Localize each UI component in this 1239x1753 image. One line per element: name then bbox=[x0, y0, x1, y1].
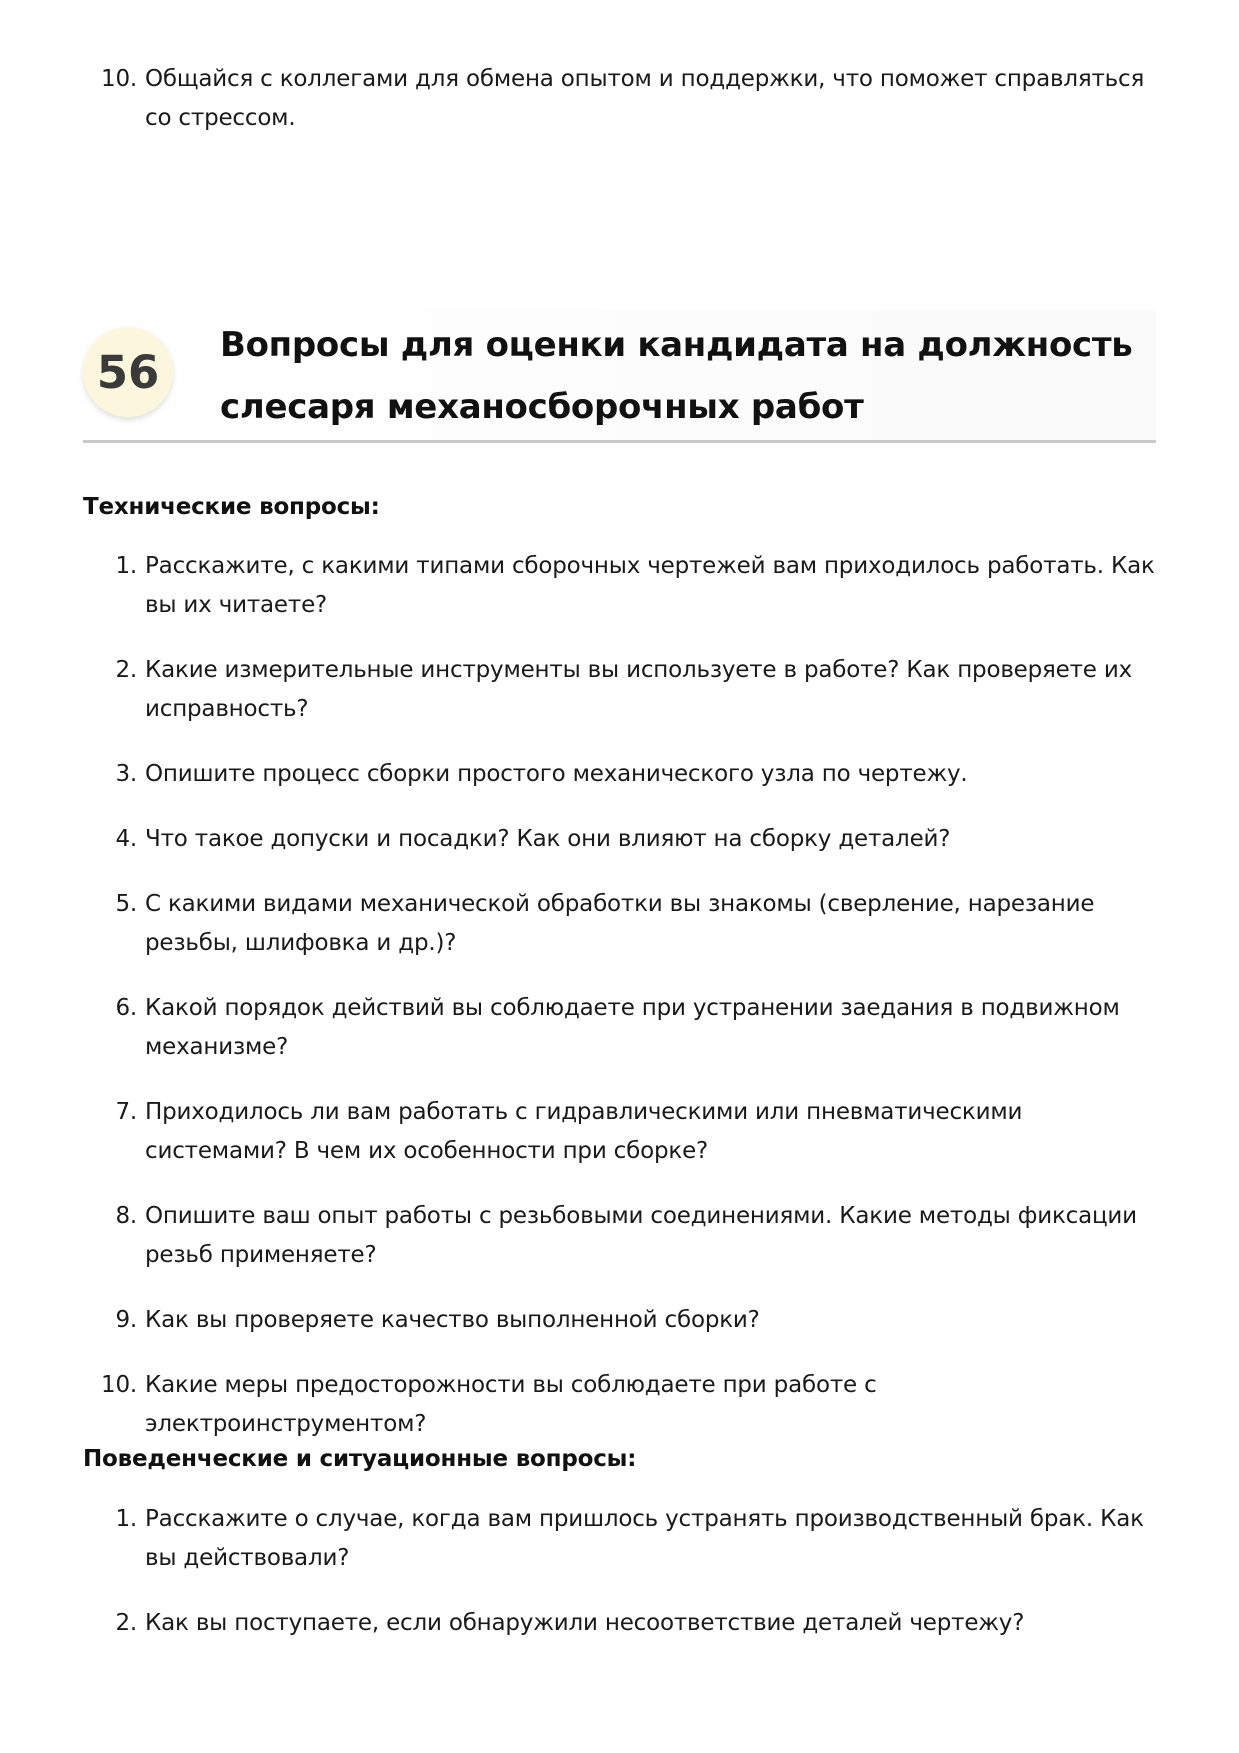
list-item bbox=[83, 60, 1156, 138]
list-item-number: 1. bbox=[115, 1506, 137, 1532]
list-item bbox=[83, 1093, 1156, 1171]
list-item-text: Что такое допуски и посадки? Как они влияют на сборку деталей? bbox=[145, 826, 951, 852]
list-item-number: 5. bbox=[115, 891, 137, 917]
list-item-text: Расскажите о случае, когда вам пришлось устранять производственный брак. Как вы действовали? bbox=[145, 1506, 1144, 1571]
list-item bbox=[83, 820, 1156, 859]
list-item-text: Приходилось ли вам работать с гидравлическими или пневматическими системами? В чем их особенности при сборке? bbox=[145, 1099, 1023, 1164]
list-item-text: С какими видами механической обработки вы знакомы (сверление, нарезание резьбы, шлифовка и др.)? bbox=[145, 891, 1095, 956]
section-number-badge: 56 bbox=[83, 327, 173, 417]
list-item-text: Расскажите, с какими типами сборочных чертежей вам приходилось работать. Как вы их читаете? bbox=[145, 553, 1155, 618]
list-item-text: Как вы поступаете, если обнаружили несоответствие деталей чертежу? bbox=[145, 1610, 1025, 1636]
section-title: Вопросы для оценки кандидата на должность слесаря механосборочных работ bbox=[220, 325, 1133, 427]
list-item-number: 4. bbox=[115, 826, 137, 852]
list-item bbox=[83, 547, 1156, 625]
technical-questions-label: Технические вопросы: bbox=[83, 494, 380, 520]
list-item bbox=[83, 1197, 1156, 1275]
list-item bbox=[83, 1604, 1156, 1643]
list-item-number: 10. bbox=[101, 66, 137, 92]
list-item-number: 9. bbox=[115, 1307, 137, 1333]
list-item-number: 2. bbox=[115, 657, 137, 683]
list-item-text: Какой порядок действий вы соблюдаете при устранении заедания в подвижном механизме? bbox=[145, 995, 1120, 1060]
list-item bbox=[83, 989, 1156, 1067]
list-item-number: 7. bbox=[115, 1099, 137, 1125]
technical-questions-list bbox=[83, 547, 1156, 1470]
list-item-number: 8. bbox=[115, 1203, 137, 1229]
list-item-text: Как вы проверяете качество выполненной сборки? bbox=[145, 1307, 760, 1333]
list-item bbox=[83, 755, 1156, 794]
list-item-number: 2. bbox=[115, 1610, 137, 1636]
list-item bbox=[83, 1301, 1156, 1340]
list-item-text: Какие измерительные инструменты вы используете в работе? Как проверяете их исправность? bbox=[145, 657, 1133, 722]
list-item-text: Опишите ваш опыт работы с резьбовыми соединениями. Какие методы фиксации резьб применяете? bbox=[145, 1203, 1137, 1268]
list-item-number: 6. bbox=[115, 995, 137, 1021]
list-item-text: Общайся с коллегами для обмена опытом и поддержки, что поможет справляться со стрессом. bbox=[145, 66, 1145, 131]
list-item bbox=[83, 885, 1156, 963]
behavioral-questions-label: Поведенческие и ситуационные вопросы: bbox=[83, 1446, 637, 1472]
list-item-text: Какие меры предосторожности вы соблюдаете при работе с электроинструментом? bbox=[145, 1372, 877, 1437]
section-heading bbox=[83, 310, 1156, 443]
previous-list bbox=[83, 60, 1156, 138]
list-item-number: 10. bbox=[101, 1372, 137, 1398]
list-item bbox=[83, 1500, 1156, 1578]
list-item bbox=[83, 1366, 1156, 1444]
behavioral-questions-list bbox=[83, 1500, 1156, 1669]
list-item-number: 3. bbox=[115, 761, 137, 787]
list-item-text: Опишите процесс сборки простого механического узла по чертежу. bbox=[145, 761, 968, 787]
list-item bbox=[83, 651, 1156, 729]
list-item-number: 1. bbox=[115, 553, 137, 579]
